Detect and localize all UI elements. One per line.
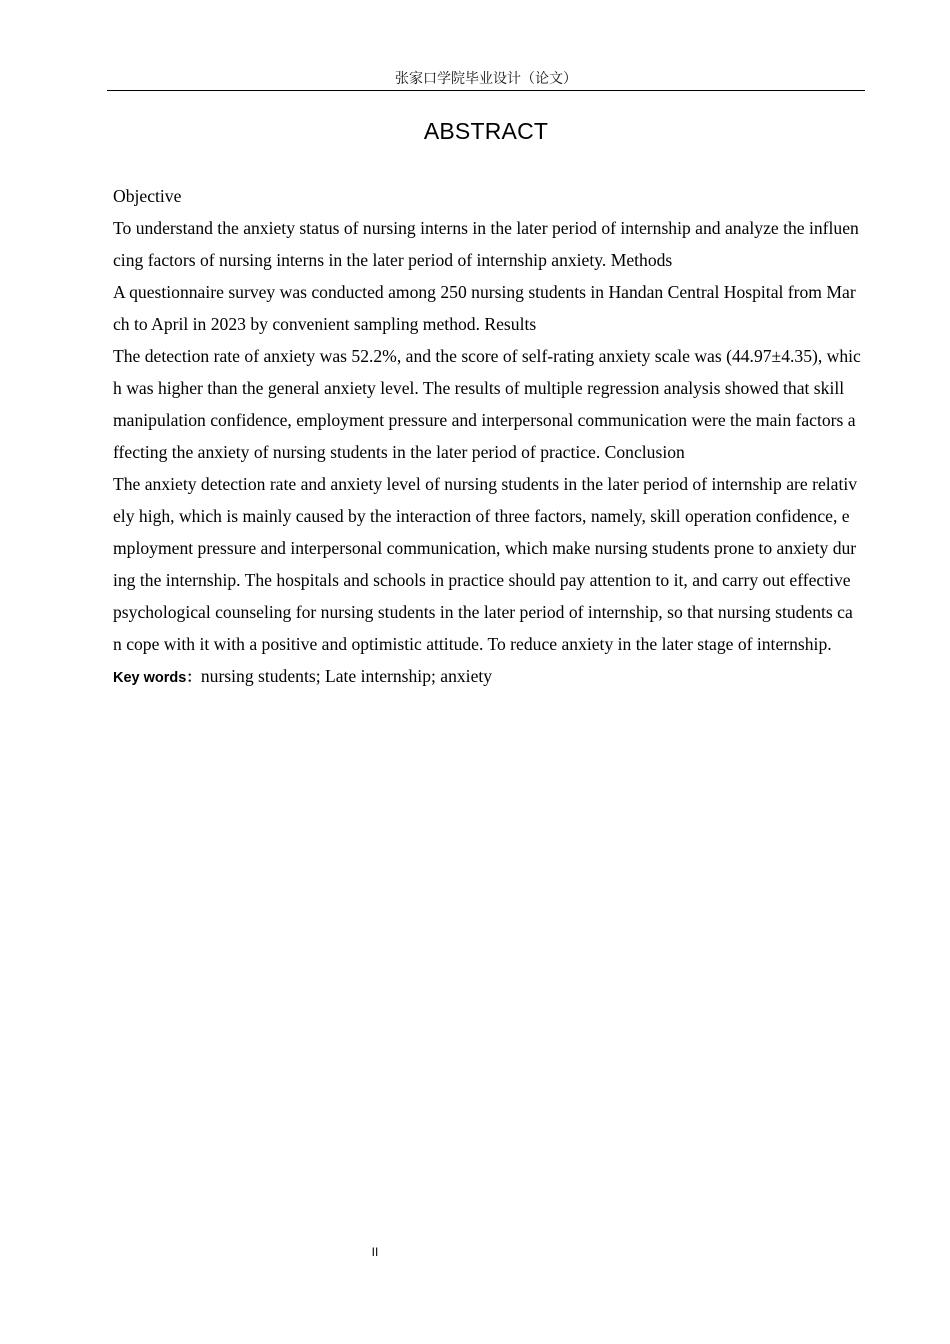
keywords-line xyxy=(113,660,861,694)
abstract-body xyxy=(113,180,861,694)
running-header-title: 张家口学院毕业设计（论文） xyxy=(395,71,577,87)
keywords-value: nursing students; Late internship; anxiety xyxy=(200,666,493,686)
abstract-paragraph-methods: A questionnaire survey was conducted among 250 nursing students in Handan Central Hospital from March to April in 2023 by convenient sampling method. Results xyxy=(113,282,856,334)
abstract-title: ABSTRACT xyxy=(423,118,549,144)
abstract-paragraph-results: The detection rate of anxiety was 52.2%, and the score of self-rating anxiety scale was (44.97±4.35), which was higher than the general anxiety level. The results of multiple regression analysis showed that skill manipulation confidence, employment pressure and interpersonal communication were the main factors affecting the anxiety of nursing students in the later period of practice. Conclusion xyxy=(113,346,861,462)
running-header xyxy=(107,70,865,91)
abstract-paragraph-objective: To understand the anxiety status of nursing interns in the later period of internship and analyze the influencing factors of nursing interns in the later period of internship anxiety. Methods xyxy=(113,218,859,270)
abstract-paragraph-objective-heading: Objective xyxy=(113,186,182,206)
page-number: II xyxy=(371,1245,379,1259)
keywords-label: Key words： xyxy=(113,670,201,686)
abstract-paragraph-conclusion: The anxiety detection rate and anxiety level of nursing students in the later period of internship are relatively high, which is mainly caused by the interaction of three factors, namely, skill operation confidence, employment pressure and interpersonal communication, which make nursing students prone to anxiety during the internship. The hospitals and schools in practice should pay attention to it, and carry out effective psychological counseling for nursing students in the later period of internship, so that nursing students can cope with it with a positive and optimistic attitude. To reduce anxiety in the later stage of internship. xyxy=(113,474,858,654)
